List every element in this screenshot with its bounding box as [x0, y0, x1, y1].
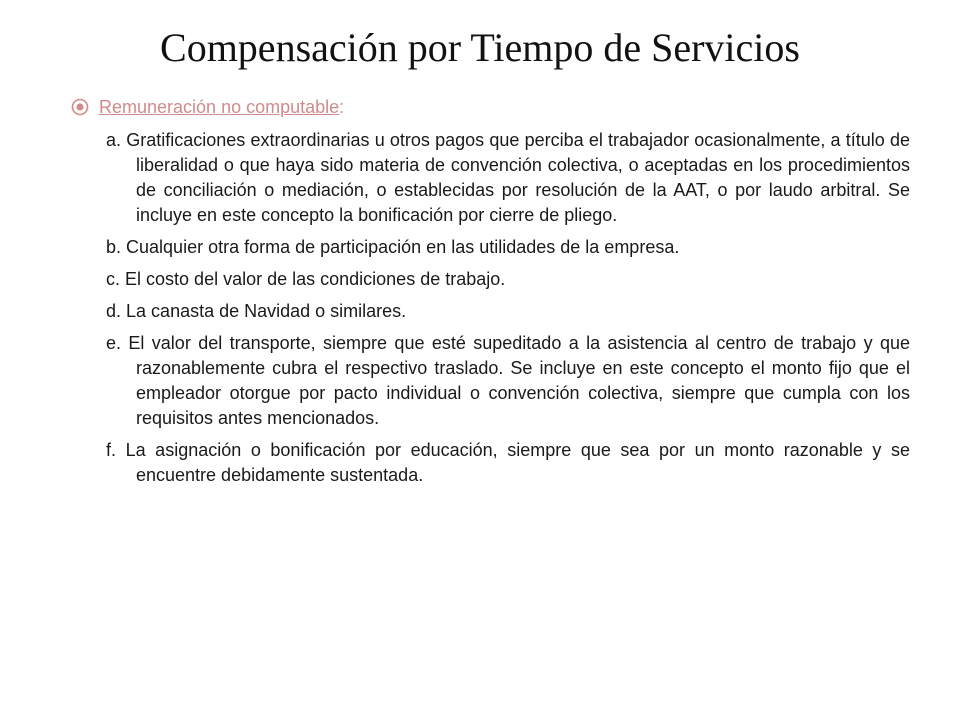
bullet-heading	[71, 94, 344, 120]
item-letter: e.	[106, 333, 122, 353]
item-text: La canasta de Navidad o similares.	[126, 301, 407, 321]
item-text: El valor del transporte, siempre que esté supeditado a la asistencia al centro de trabajo y que razonablemente cubra el respectivo traslado. Se incluye en este concepto el monto fijo que el empleador otorgue por pacto individual o convención colectiva, siempre que cumpla con los requisitos antes mencionados.	[128, 333, 910, 428]
list-item-d	[106, 299, 910, 324]
slide-title: Compensación por Tiempo de Servicios	[160, 25, 800, 70]
item-letter: f.	[106, 440, 117, 460]
list-item-f	[106, 438, 910, 488]
item-letter: c.	[106, 269, 121, 289]
item-list	[106, 128, 910, 495]
item-text: El costo del valor de las condiciones de trabajo.	[125, 269, 506, 289]
circled-dot-icon	[71, 98, 89, 116]
list-item-a	[106, 128, 910, 228]
item-letter: b.	[106, 237, 122, 257]
item-letter: d.	[106, 301, 122, 321]
bullet-label: Remuneración no computable	[99, 97, 340, 117]
item-text: La asignación o bonificación por educación, siempre que sea por un monto razonable y se encuentre debidamente sustentada.	[125, 440, 910, 485]
item-text: Cualquier otra forma de participación en las utilidades de la empresa.	[126, 237, 680, 257]
bullet-colon: :	[339, 97, 345, 117]
list-item-e	[106, 331, 910, 431]
item-letter: a.	[106, 130, 122, 150]
list-item-c	[106, 267, 910, 292]
item-text: Gratificaciones extraordinarias u otros pagos que perciba el trabajador ocasionalmente, a título de liberalidad o que haya sido materia de convención colectiva, o aceptadas en los procedimientos de conciliación o mediación, o establecidas por resolución de la AAT, o por laudo arbitral. Se incluye en este concepto la bonificación por cierre de pliego.	[126, 130, 910, 225]
list-item-b	[106, 235, 910, 260]
